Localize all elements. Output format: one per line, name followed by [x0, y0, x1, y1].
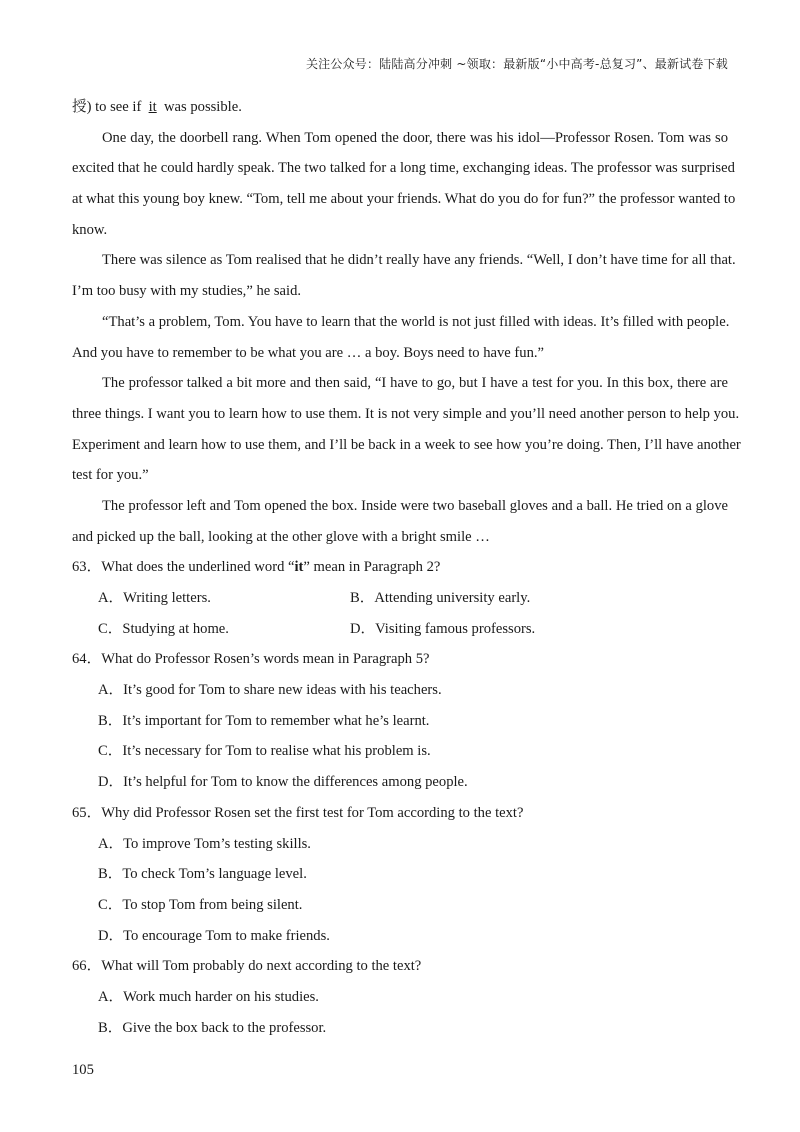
option-c: C．To stop Tom from being silent. — [98, 896, 303, 913]
option-c: C．Studying at home. — [98, 620, 229, 637]
paragraph-line: The professor left and Tom opened the box. Inside were two baseball gloves and a ball. He tried on a glove — [102, 497, 728, 514]
option-a: A．It’s good for Tom to share new ideas with his teachers. — [98, 682, 442, 699]
paragraph-line: There was silence as Tom realised that he didn’t really have any friends. “Well, I don’t have time for all that. — [102, 252, 736, 269]
option-b: B．To check Tom’s language level. — [98, 866, 307, 883]
paragraph-line: “That’s a problem, Tom. You have to learn that the world is not just filled with ideas. It’s filled with people. — [102, 313, 730, 330]
question-65 — [72, 798, 728, 951]
paragraph-2 — [72, 123, 736, 246]
question-stem-post: ” mean in Paragraph 2? — [303, 559, 441, 576]
paragraph-line: three things. I want you to learn how to use them. It is not very simple and you’ll need another person to help you. — [72, 405, 740, 422]
question-66 — [72, 951, 728, 1043]
question-63 — [72, 552, 728, 644]
option-row — [72, 614, 728, 645]
paragraph-line: One day, the doorbell rang. When Tom opened the door, there was his idol—Professor Rosen. Tom was so — [102, 129, 728, 146]
option-row — [72, 583, 728, 614]
paragraph-line: I’m too busy with my studies,” he said. — [72, 283, 302, 300]
paragraph-3 — [72, 245, 736, 306]
option-a: A．To improve Tom’s testing skills. — [98, 835, 311, 852]
question-stem-bold: it — [294, 559, 304, 576]
paragraph-6 — [72, 491, 728, 552]
paragraph-line: at what this young boy knew. “Tom, tell me about your friends. What do you do for fun?” the professor wanted to — [72, 191, 736, 208]
option-b: B．Attending university early. — [350, 590, 531, 606]
question-stem — [72, 552, 728, 583]
option-a: A．Writing letters. — [98, 590, 211, 606]
intro-line — [72, 92, 728, 123]
page-content — [72, 92, 741, 1043]
paragraph-line: test for you.” — [72, 467, 149, 484]
option-c: C．It’s necessary for Tom to realise what his problem is. — [98, 743, 431, 760]
paragraph-line: Experiment and learn how to use them, and I’ll be back in a week to see how you’re doing. Then, I’ll have another — [72, 436, 741, 453]
option-d: D．Visiting famous professors. — [350, 620, 536, 637]
option-d: D．It’s helpful for Tom to know the differences among people. — [98, 774, 468, 791]
paragraph-line: and picked up the ball, looking at the other glove with a bright smile … — [72, 528, 490, 545]
question-stem: 65．Why did Professor Rosen set the first test for Tom according to the text? — [72, 804, 524, 821]
question-stem: 64．What do Professor Rosen’s words mean in Paragraph 5? — [72, 651, 430, 668]
paragraph-line: And you have to remember to be what you are … a boy. Boys need to have fun.” — [72, 344, 544, 361]
option-b: B．It’s important for Tom to remember what he’s learnt. — [98, 712, 430, 729]
question-stem-pre: 63．What does the underlined word “ — [72, 559, 295, 576]
option-d: D．To encourage Tom to make friends. — [98, 927, 330, 944]
intro-text-pre: 授) to see if — [72, 99, 142, 115]
question-64 — [72, 644, 728, 797]
underlined-word: it — [148, 99, 157, 115]
option-b: B．Give the box back to the professor. — [98, 1019, 327, 1036]
page-number: 105 — [72, 1062, 94, 1078]
option-a: A．Work much harder on his studies. — [98, 988, 319, 1005]
intro-text-post: was possible. — [164, 99, 242, 115]
paragraph-line: excited that he could hardly speak. The two talked for a long time, exchanging ideas. The professor was surprised — [72, 160, 735, 177]
question-stem: 66．What will Tom probably do next according to the text? — [72, 958, 422, 975]
paragraph-line: The professor talked a bit more and then said, “I have to go, but I have a test for you. In this box, there are — [102, 375, 728, 392]
page-header: 关注公众号：陆陆高分冲刺 ~领取：最新版“小中高考-总复习”、最新试卷下载 — [305, 57, 728, 71]
paragraph-line: know. — [72, 221, 108, 238]
paragraph-5 — [72, 368, 741, 491]
paragraph-4 — [72, 307, 728, 368]
